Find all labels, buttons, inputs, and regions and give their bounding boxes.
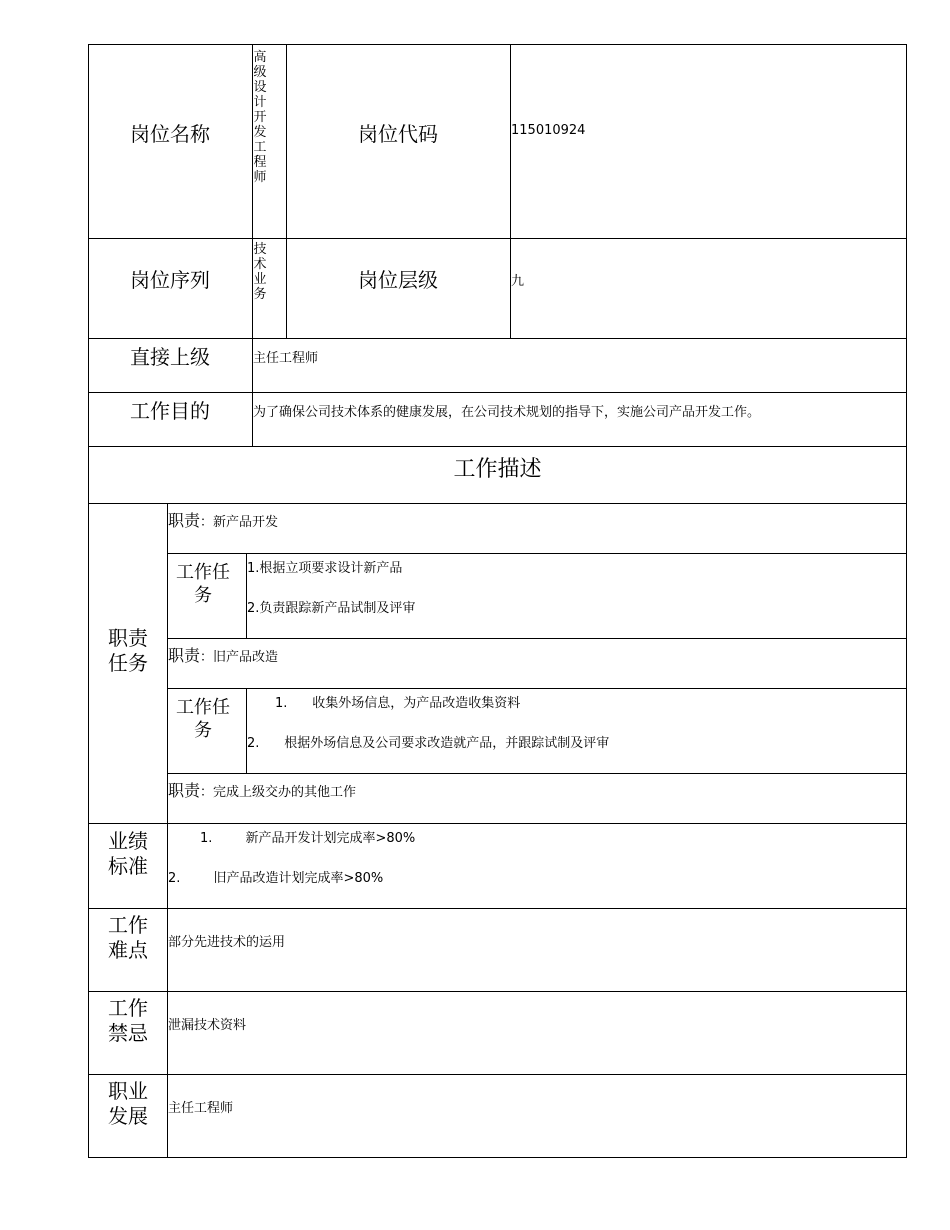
purpose-value: 为了确保公司技术体系的健康发展，在公司技术规划的指导下，实施公司产品开发工作。 (253, 405, 761, 420)
task-item: 1.根据立项要求设计新产品 (247, 561, 403, 576)
position-series-value: 技术业务 (253, 242, 267, 302)
task-label-2: 工作任务 (176, 697, 230, 741)
taboo-value: 泄漏技术资料 (168, 1018, 247, 1033)
difficulty-label: 工作难点 (108, 913, 148, 962)
task-item: 2.负责跟踪新产品试制及评审 (247, 601, 416, 616)
position-code-value: 115010924 (511, 123, 586, 138)
purpose-label: 工作目的 (130, 399, 210, 423)
position-level-label: 岗位层级 (358, 268, 438, 292)
responsibilities-section-label: 职责任务 (108, 626, 148, 675)
task-item: 2. 根据外场信息及公司要求改造就产品，并跟踪试制及评审 (247, 736, 610, 751)
taboo-label: 工作禁忌 (108, 996, 148, 1045)
supervisor-value: 主任工程师 (253, 351, 319, 366)
performance-item: 2. 旧产品改造计划完成率>80% (168, 871, 384, 886)
responsibility-name: ：旧产品改造 (200, 650, 279, 665)
work-description-title: 工作描述 (453, 457, 542, 482)
performance-label: 业绩标准 (108, 829, 148, 878)
responsibility-key: 职责 (168, 511, 201, 530)
responsibility-1 (168, 508, 278, 531)
task-item: 1. 收集外场信息，为产品改造收集资料 (275, 696, 521, 711)
career-label: 职业发展 (108, 1079, 148, 1128)
responsibility-key: 职责 (168, 781, 201, 800)
position-series-label: 岗位序列 (130, 268, 210, 292)
supervisor-label: 直接上级 (130, 345, 210, 369)
responsibility-key: 职责 (168, 646, 201, 665)
position-name-value: 高级设计开发工程师 (253, 50, 267, 185)
responsibility-name: ：完成上级交办的其他工作 (200, 785, 357, 800)
task-label-1: 工作任务 (176, 562, 230, 606)
position-name-label: 岗位名称 (130, 122, 210, 146)
responsibility-2 (168, 643, 278, 666)
responsibility-3 (168, 778, 356, 801)
career-value: 主任工程师 (168, 1101, 234, 1116)
position-code-label: 岗位代码 (358, 122, 438, 146)
difficulty-value: 部分先进技术的运用 (168, 935, 286, 950)
position-level-value: 九 (511, 274, 525, 289)
responsibility-name: ：新产品开发 (200, 515, 279, 530)
performance-item: 1. 新产品开发计划完成率>80% (200, 831, 416, 846)
